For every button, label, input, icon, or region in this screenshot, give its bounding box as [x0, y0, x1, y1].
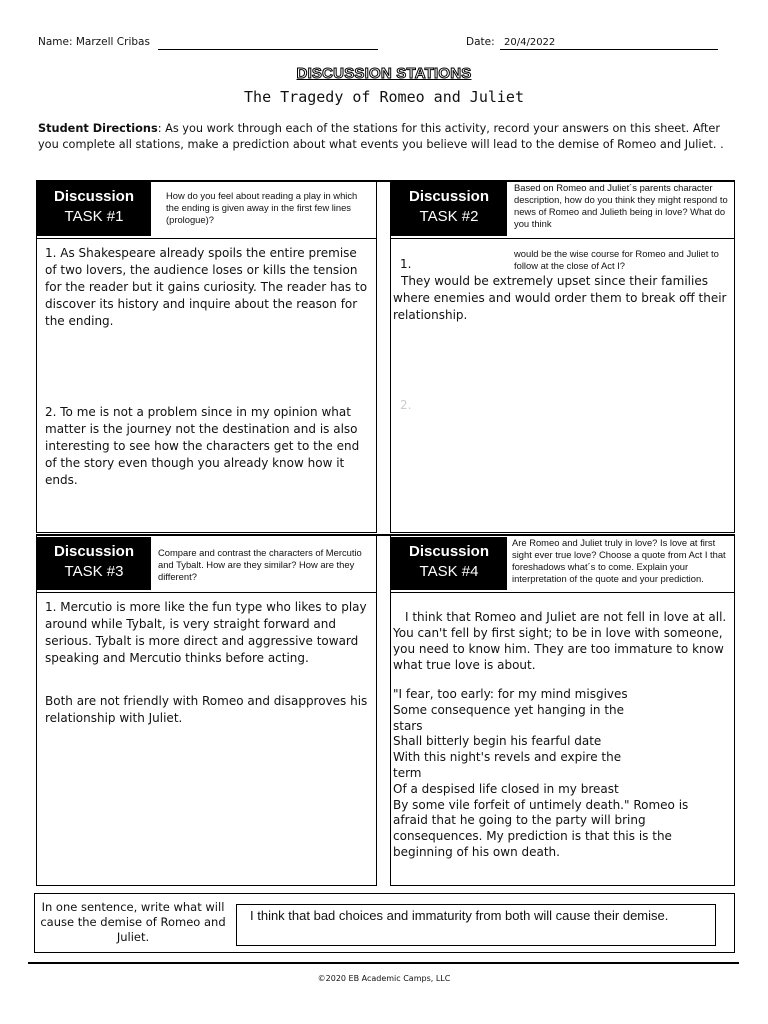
task-2-prompt-continued: would be the wise course for Romeo and Juliet to follow at the close of Act I?	[514, 248, 719, 271]
task-2-prompt: Based on Romeo and Juliet´s parents character description, how do you think they might respond to news of Romeo and Julieth being in love? What do you think	[514, 182, 728, 229]
task-1-answer-1[interactable]: 1. As Shakespeare already spoils the entire premise of two lovers, the audience loses or kills the tension for the reader but it gains curiosity. The reader has to discover its history and inquire about the reason for the ending.	[45, 246, 368, 328]
page-title: DISCUSSION STATIONS	[296, 65, 472, 82]
task-3-answer-1[interactable]: 1. Mercutio is more like the fun type who likes to play around while Tybalt, is very straight forward and serious. Tybalt is more direct and aggressive toward speaking and Mercutio thinks before acting.	[45, 600, 367, 665]
student-directions	[38, 121, 728, 153]
footer-rule	[28, 962, 739, 964]
task-1-badge-title: Discussion	[53, 188, 135, 205]
task-2-badge	[391, 182, 507, 236]
date-label: Date:	[466, 36, 495, 48]
task-4-divider	[390, 592, 735, 593]
task-4-answer-1[interactable]: I think that Romeo and Juliet are not fell in love at all. You can't fell by first sight; to be in love with someone, you need to know him. They are too immature to know what true love is about.	[393, 610, 727, 672]
task-1-badge	[37, 182, 151, 236]
task-3-badge-number: TASK #3	[64, 563, 124, 580]
directions-label: Student Directions	[38, 122, 158, 135]
task-3-badge	[37, 537, 151, 590]
task-3-answer-2[interactable]: Both are not friendly with Romeo and disapproves his relationship with Juliet.	[45, 694, 368, 725]
task-1-badge-number: TASK #1	[64, 208, 124, 225]
task-2-badge-title: Discussion	[408, 188, 490, 205]
task-4-quote-answer[interactable]: "I fear, too early: for my mind misgives Some consequence yet hanging in the stars Shall bitterly begin his fearful date With this night's revels and expire the term Of a despised life closed in my breast By some vile forfeit of untimely death." Romeo is afraid that he going to the party will bring consequences. My prediction is that this is the beginning of his own death.	[393, 687, 689, 859]
page-subtitle: The Tragedy of Romeo and Juliet	[244, 88, 524, 106]
task-4-badge-number: TASK #4	[419, 563, 479, 580]
task-2-badge-number: TASK #2	[419, 208, 479, 225]
task-4-badge	[391, 537, 507, 590]
summary-answer[interactable]: I think that bad choices and immaturity from both will cause their demise.	[250, 908, 669, 923]
task-4-prompt: Are Romeo and Juliet truly in love? Is love at first sight ever true love? Choose a quote from Act I that foreshadows what´s to come. Explain your interpretation of the quote and your prediction.	[512, 537, 726, 584]
name-underline	[158, 37, 378, 50]
task-1-divider	[36, 238, 377, 239]
directions-text: : As you work through each of the stations for this activity, record your answers on this sheet. After you complete all stations, make a prediction about what events you believe will lead to the demise of Romeo and Juliet. .	[38, 122, 724, 151]
task-2-number-2: 2.	[400, 398, 412, 412]
copyright: ©2020 EB Academic Camps, LLC	[317, 974, 451, 983]
task-4-badge-title: Discussion	[408, 543, 490, 560]
date-value: 20/4/2022	[504, 37, 556, 48]
task-2-number-1: 1.	[400, 257, 412, 271]
task-2-divider	[390, 238, 735, 239]
name-label: Name: Marzell Cribas	[38, 36, 150, 48]
task-1-answer-2[interactable]: 2. To me is not a problem since in my opinion what matter is the journey not the destination and is also interesting to see how the characters get to the end of the story even though you already know how it ends.	[45, 405, 360, 487]
summary-prompt: In one sentence, write what will cause the demise of Romeo and Juliet.	[40, 900, 226, 944]
task-2-answer-1[interactable]: They would be extremely upset since their families where enemies and would order them to break off their relationship.	[393, 274, 727, 322]
task-3-badge-title: Discussion	[53, 543, 135, 560]
task-3-prompt: Compare and contrast the characters of Mercutio and Tybalt. How are they similar? How are they different?	[158, 547, 362, 582]
task-1-prompt: How do you feel about reading a play in which the ending is given away in the first few lines (prologue)?	[166, 190, 358, 225]
task-3-divider	[36, 592, 377, 593]
